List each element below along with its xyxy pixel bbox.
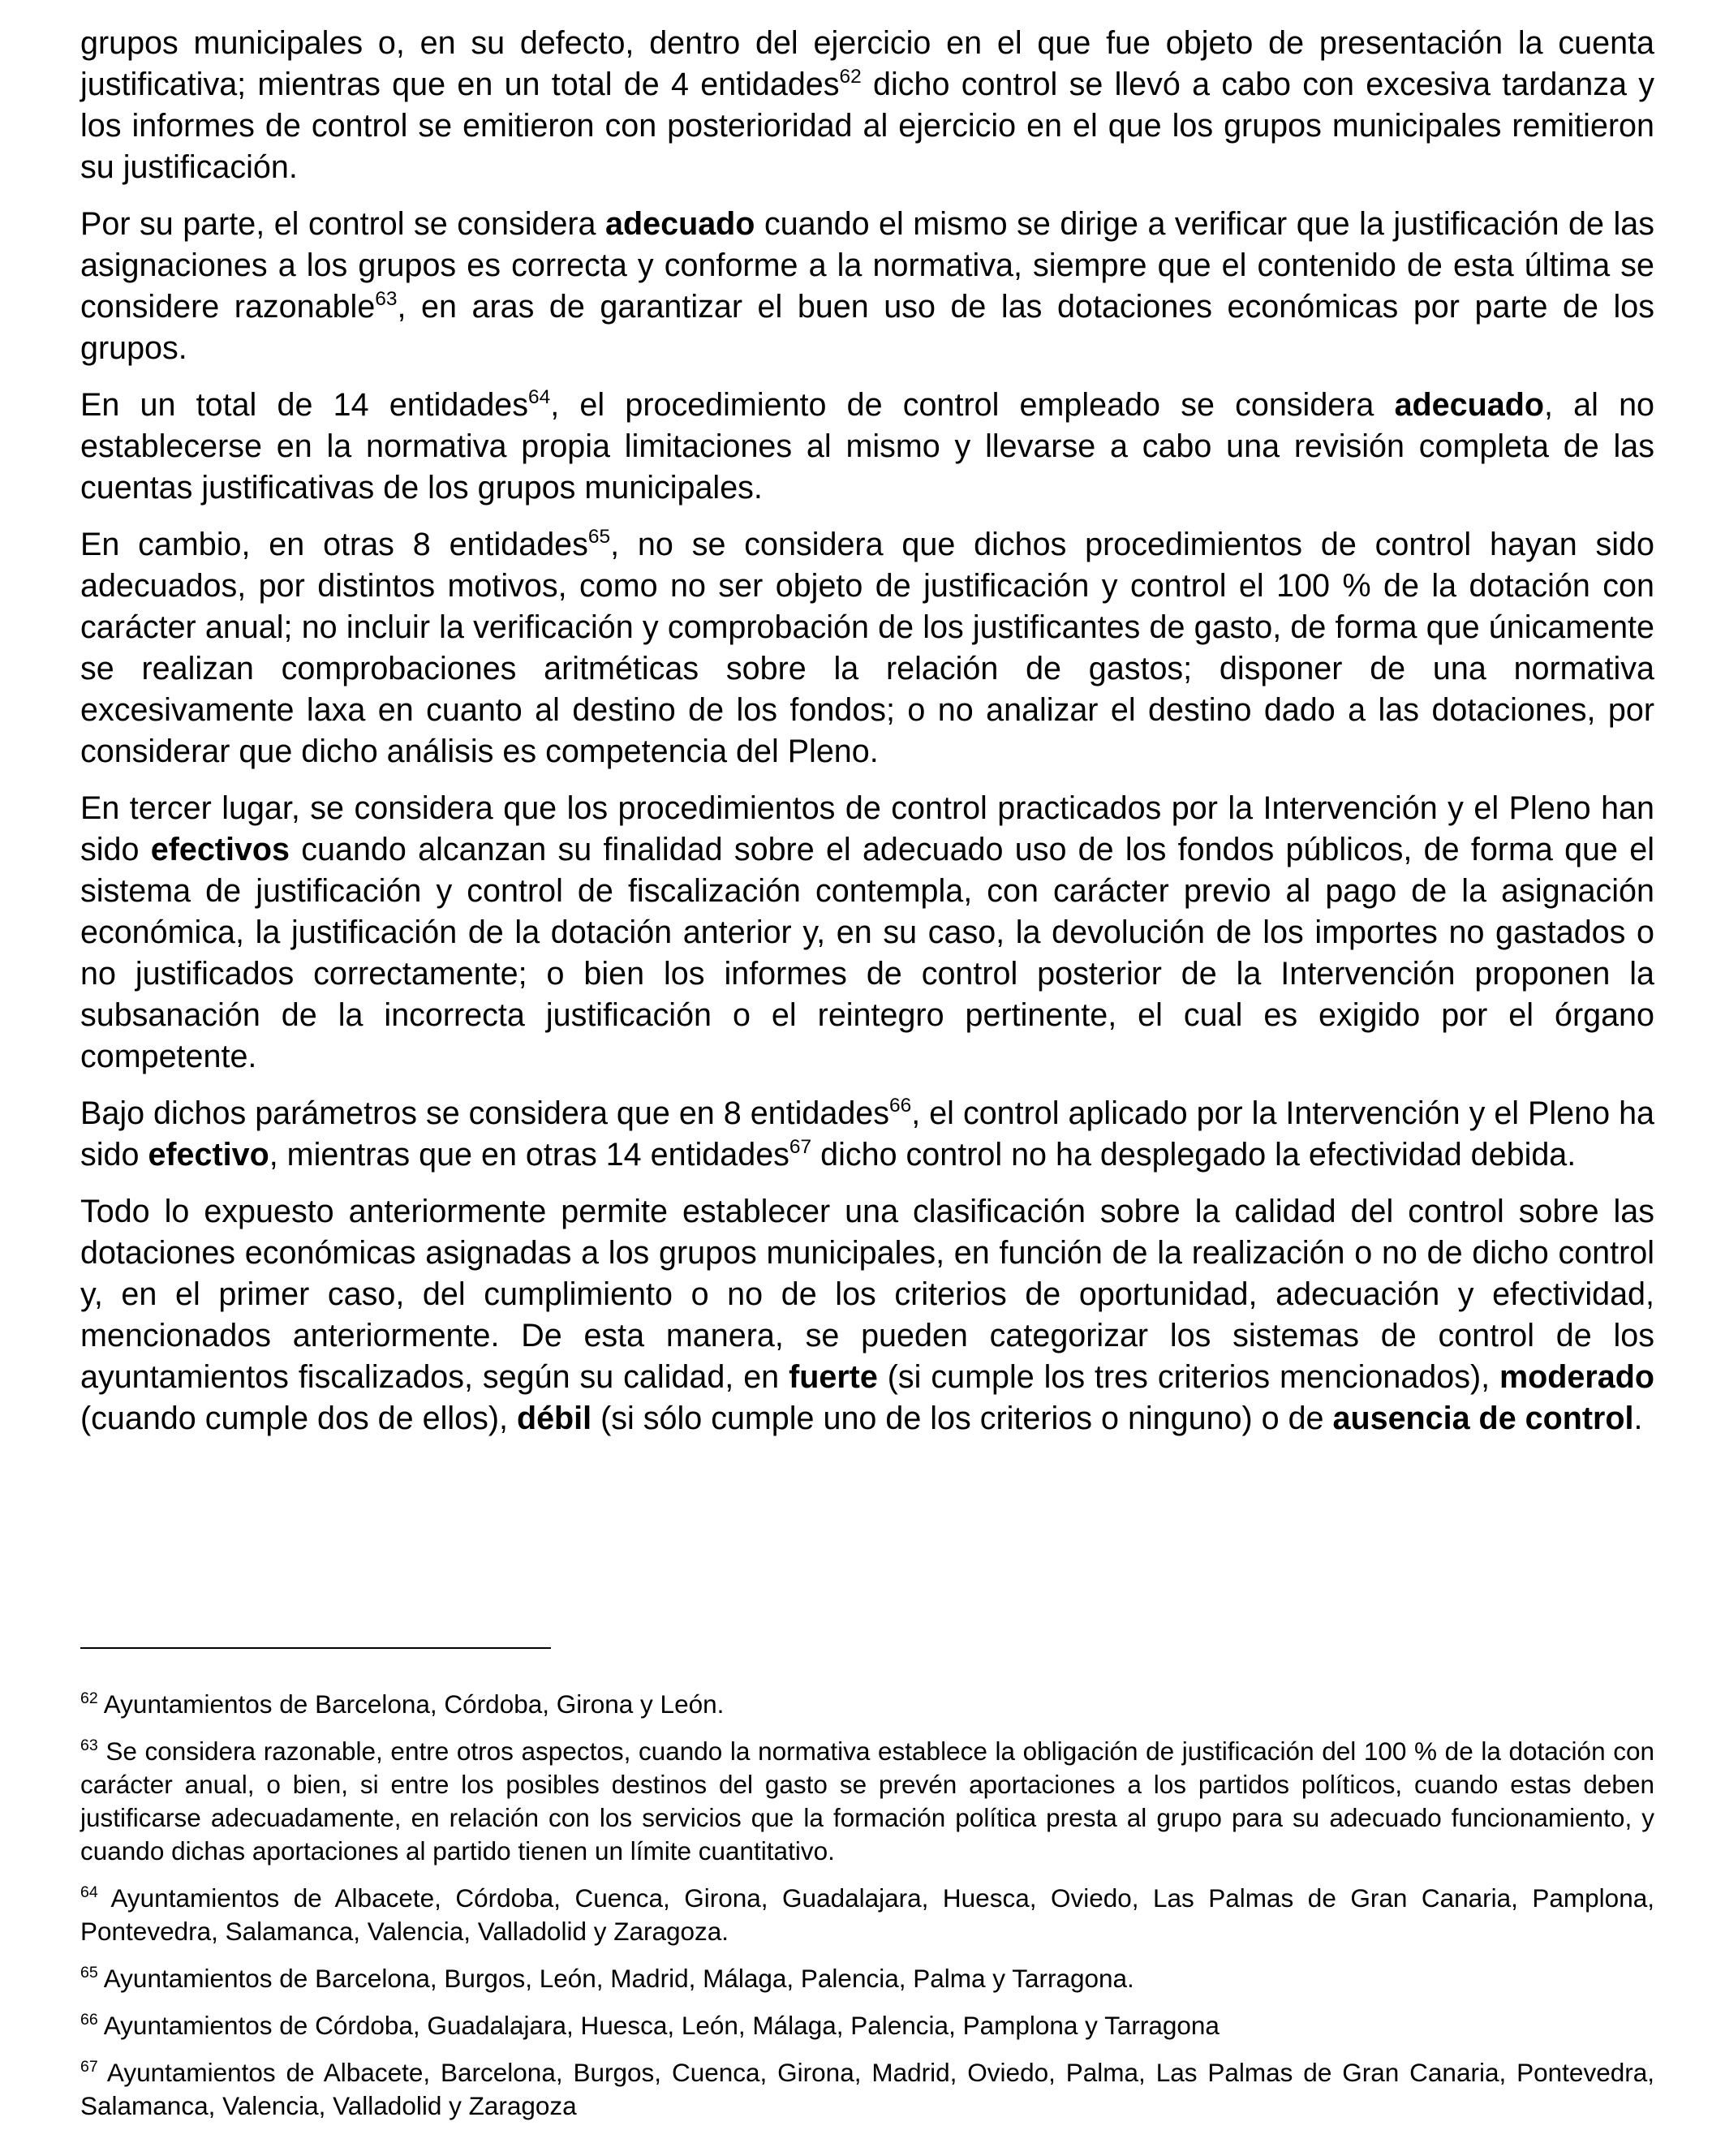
paragraph (80, 204, 1654, 369)
text-run: cuando el mismo se dirige a verificar que la justificación de las asignaciones a los grupos es correcta y conforme a la normativa, siempre que el contenido de esta última se considere razonable (80, 206, 1654, 325)
footnote-number: 66 (80, 2010, 98, 2029)
paragraph (80, 385, 1654, 509)
text-run: . (1633, 1401, 1643, 1436)
text-run: dicho control no ha desplegado la efectividad debida. (811, 1137, 1577, 1173)
bold-term: ausencia de control (1332, 1401, 1634, 1436)
footnote-ref[interactable]: 66 (889, 1094, 912, 1117)
paragraph (80, 1191, 1654, 1439)
footnote-ref[interactable]: 64 (528, 385, 551, 408)
footnote-ref[interactable]: 62 (839, 65, 862, 88)
footnote-text: Ayuntamientos de Albacete, Barcelona, Burgos, Cuenca, Girona, Madrid, Oviedo, Palma, Las Palmas de Gran Canaria, Pontevedra, Salamanca, Valencia, Valladolid y Zaragoza (80, 2058, 1654, 2120)
footnote-text: Ayuntamientos de Barcelona, Burgos, León, Madrid, Málaga, Palencia, Palma y Tarragona. (97, 1964, 1134, 1993)
footnote-number: 64 (80, 1883, 98, 1901)
text-run: cuando alcanzan su finalidad sobre el adecuado uso de los fondos públicos, de forma que el sistema de justificación y control de fiscalización contempla, con carácter previo al pago de la asignación económica, la justificación de la dotación anterior y, en su caso, la devolución de los importes no gastados o no justificados correctamente; o bien los informes de control posterior de la Intervención proponen la subsanación de la incorrecta justificación o el reintegro pertinente, el cual es exigido por el órgano competente. (80, 832, 1654, 1074)
bold-term: efectivos (150, 832, 290, 867)
footnote-number: 63 (80, 1736, 98, 1754)
footnote (80, 1735, 1654, 1868)
footnote-number: 67 (80, 2057, 98, 2076)
text-run: Por su parte, el control se considera (80, 206, 606, 242)
footnote (80, 1688, 1654, 1721)
text-run: En un total de 14 entidades (80, 387, 529, 423)
footnotes (80, 1688, 1654, 2137)
text-run: Todo lo expuesto anteriormente permite establecer una clasificación sobre la calidad del control sobre las dotaciones económicas asignadas a los grupos municipales, en función de la realización o no de dicho control y, en el primer caso, del cumplimiento o no de los criterios de oportunidad, adecuación y efectividad, mencionados anteriormente. De esta manera, se pueden categorizar los sistemas de control de los ayuntamientos fiscalizados, según su calidad, en (80, 1194, 1654, 1395)
text-run: En cambio, en otras 8 entidades (80, 527, 588, 562)
paragraph (80, 1093, 1654, 1176)
bold-term: adecuado (1394, 387, 1544, 423)
bold-term: adecuado (605, 206, 755, 242)
text-run: (cuando cumple dos de ellos), (80, 1401, 517, 1436)
footnote-number: 62 (80, 1689, 98, 1707)
footnote-text: Ayuntamientos de Albacete, Córdoba, Cuenca, Girona, Guadalajara, Huesca, Oviedo, Las Palmas de Gran Canaria, Pamplona, Pontevedra, Salamanca, Valencia, Valladolid y Zaragoza. (80, 1883, 1654, 1946)
footnote (80, 1882, 1654, 1948)
footnote (80, 2056, 1654, 2123)
paragraph (80, 524, 1654, 772)
footnote-text: Ayuntamientos de Barcelona, Córdoba, Girona y León. (97, 1689, 725, 1719)
text-run: (si sólo cumple uno de los criterios o ninguno) o de (591, 1401, 1333, 1436)
text-run: , en aras de garantizar el buen uso de las dotaciones económicas por parte de los grupos. (80, 289, 1654, 366)
footnote-separator (80, 1647, 551, 1649)
footnote-ref[interactable]: 63 (375, 287, 398, 310)
bold-term: moderado (1499, 1359, 1654, 1395)
paragraph (80, 788, 1654, 1078)
footnote-text: Se considera razonable, entre otros aspectos, cuando la normativa establece la obligación de justificación del 100 % de la dotación con carácter anual, o bien, si entre los posibles destinos del gasto se prevén aportaciones a los partidos políticos, cuando estas deben justificarse adecuadamente, en relación con los servicios que la formación política presta al grupo para su adecuado funcionamiento, y cuando dichas aportaciones al partido tienen un límite cuantitativo. (80, 1736, 1654, 1866)
footnote-ref[interactable]: 65 (587, 525, 611, 548)
footnote-text: Ayuntamientos de Córdoba, Guadalajara, Huesca, León, Málaga, Palencia, Pamplona y Tarragona (97, 2011, 1220, 2040)
text-run: , el procedimiento de control empleado se considera (550, 387, 1395, 423)
text-run: dicho control se llevó a cabo con excesiva tardanza y los informes de control se emitieron con posterioridad al ejercicio en el que los grupos municipales remitieron su justificación. (80, 67, 1654, 185)
text-run: (si cumple los tres criterios mencionados), (877, 1359, 1500, 1395)
footnote (80, 2009, 1654, 2042)
body-text (80, 23, 1654, 1455)
footnote (80, 1962, 1654, 1995)
text-run: , mientras que en otras 14 entidades (269, 1137, 789, 1173)
bold-term: débil (516, 1401, 592, 1436)
text-run: , al no establecerse en la normativa propia limitaciones al mismo y llevarse a cabo una revisión completa de las cuentas justificativas de los grupos municipales. (80, 387, 1654, 506)
footnote-number: 65 (80, 1963, 98, 1982)
bold-term: fuerte (789, 1359, 878, 1395)
text-run: , el control aplicado por la Intervención y el Pleno ha sido (80, 1095, 1654, 1173)
footnote-ref[interactable]: 67 (789, 1135, 812, 1158)
paragraph (80, 23, 1654, 188)
text-run: Bajo dichos parámetros se considera que en 8 entidades (80, 1095, 890, 1131)
text-run: En tercer lugar, se considera que los procedimientos de control practicados por la Intervención y el Pleno han sido (80, 790, 1654, 867)
text-run: , no se considera que dichos procedimientos de control hayan sido adecuados, por distintos motivos, como no ser objeto de justificación y control el 100 % de la dotación con carácter anual; no incluir la verificación y comprobación de los justificantes de gasto, de forma que únicamente se realizan comprobaciones aritméticas sobre la relación de gastos; disponer de una normativa excesivamente laxa en cuanto al destino de los fondos; o no analizar el destino dado a las dotaciones, por considerar que dicho análisis es competencia del Pleno. (80, 527, 1654, 769)
text-run: grupos municipales o, en su defecto, dentro del ejercicio en el que fue objeto de presentación la cuenta justificativa; mientras que en un total de 4 entidades (80, 25, 1654, 102)
bold-term: efectivo (148, 1137, 269, 1173)
